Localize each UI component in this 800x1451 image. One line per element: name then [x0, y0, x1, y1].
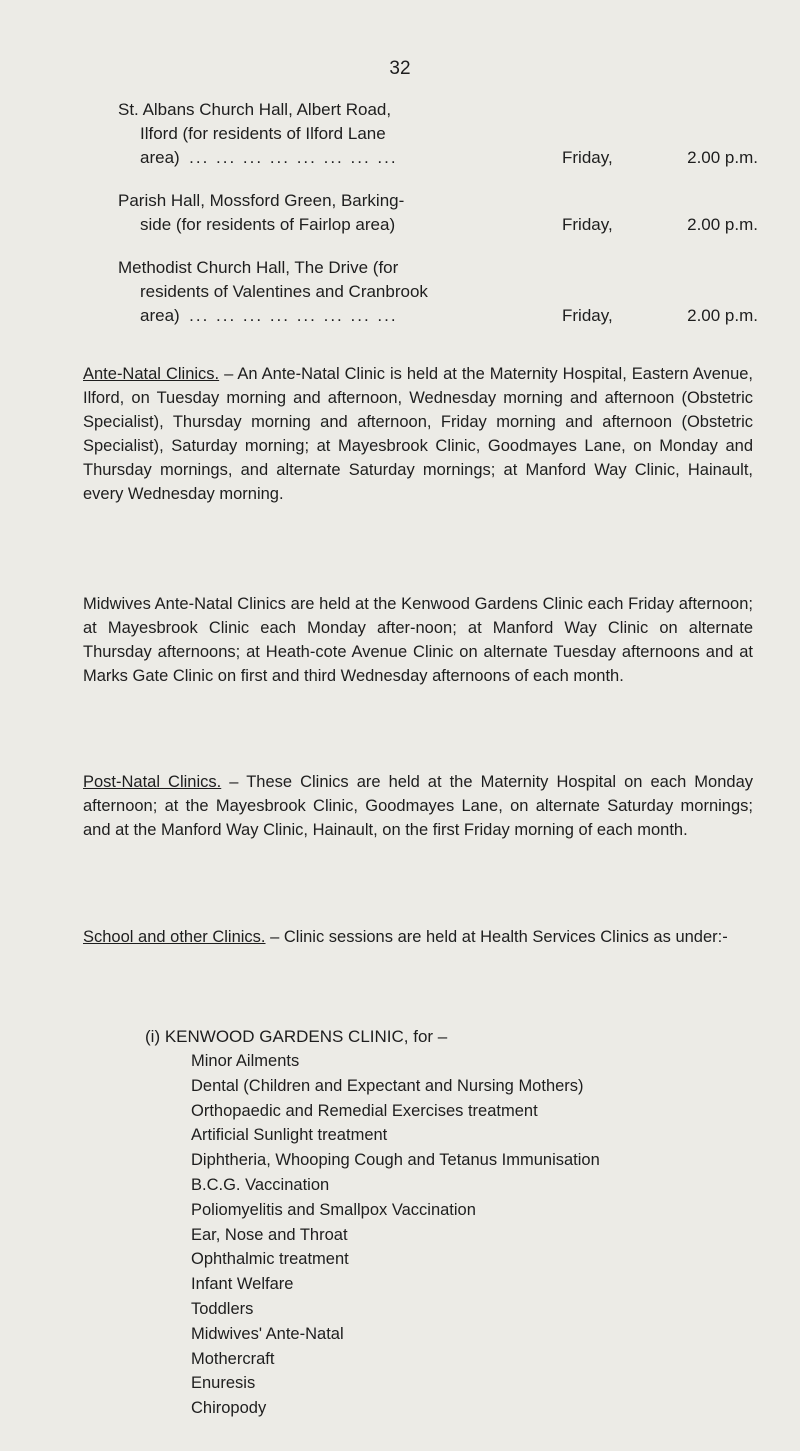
school-clinics-paragraph	[83, 925, 753, 949]
service-item: Midwives' Ante-Natal	[191, 1324, 344, 1343]
venue-line	[118, 146, 758, 170]
session-time: 2.00 p.m.	[687, 148, 758, 167]
ante-natal-heading: Ante-Natal Clinics.	[83, 365, 220, 383]
session-schedule	[118, 98, 758, 347]
midwives-text: Midwives Ante-Natal Clinics are held at the Kenwood Gardens Clinic each Friday afternoon; at Mayesbrook Clinic each Monday after-noon; at Manford Way Clinic on alternate Thursday afternoons; at Heath-cote Avenue Clinic on alternate Tuesday afternoons and at Marks Gate Clinic on first and third Wednesday afternoons of each month.	[83, 595, 753, 685]
service-item: Poliomyelitis and Smallpox Vaccination	[191, 1200, 476, 1219]
leader-dots: ... ... ... ... ... ... ... ...	[189, 148, 398, 167]
ante-natal-paragraph	[83, 362, 753, 506]
venue-line: residents of Valentines and Cranbrook	[140, 282, 428, 301]
service-item: B.C.G. Vaccination	[191, 1175, 330, 1194]
venue-line: St. Albans Church Hall, Albert Road,	[118, 100, 392, 119]
session-time: 2.00 p.m.	[687, 306, 758, 325]
kenwood-clinic-title: (i) KENWOOD GARDENS CLINIC, for –	[145, 1027, 448, 1046]
venue-line: Parish Hall, Mossford Green, Barking-	[118, 191, 405, 210]
ante-natal-text: – An Ante-Natal Clinic is held at the Maternity Hospital, Eastern Avenue, Ilford, on Tuesday morning and afternoon, Wednesday morning and afternoon (Obstetric Specialist), Thursday morning and afternoon, Friday morning and afternoon (Obstetric Specialist), Saturday morning; at Mayesbrook Clinic, Goodmayes Lane, on Monday and Thursday mornings, and alternate Saturday mornings; at Manford Way Clinic, Hainault, every Wednesday morning.	[83, 365, 754, 503]
page-number: 32	[389, 58, 411, 79]
venue-line-text: area)	[140, 148, 180, 167]
midwives-paragraph	[83, 592, 753, 688]
service-item: Ear, Nose and Throat	[191, 1225, 348, 1244]
session-day: Friday,	[562, 148, 613, 167]
school-clinics-heading: School and other Clinics.	[83, 928, 266, 946]
service-item: Minor Ailments	[191, 1052, 300, 1070]
session-day: Friday,	[562, 215, 613, 234]
schedule-entry-parish-hall	[118, 189, 758, 237]
service-list	[145, 1049, 765, 1421]
service-item: Infant Welfare	[191, 1275, 294, 1294]
venue-line: Ilford (for residents of Ilford Lane	[140, 124, 386, 143]
venue-line	[118, 304, 758, 328]
service-item: Diphtheria, Whooping Cough and Tetanus Immunisation	[191, 1151, 600, 1170]
venue-line: side (for residents of Fairlop area)	[140, 215, 396, 234]
post-natal-paragraph	[83, 770, 753, 842]
service-item: Toddlers	[191, 1299, 254, 1318]
service-item: Artificial Sunlight treatment	[191, 1126, 388, 1145]
service-item: Enuresis	[191, 1374, 256, 1393]
schedule-entry-methodist	[118, 256, 758, 328]
service-item: Ophthalmic treatment	[191, 1250, 349, 1269]
session-day: Friday,	[562, 306, 613, 325]
leader-dots: ... ... ... ... ... ... ... ...	[189, 306, 398, 325]
schedule-entry-st-albans	[118, 98, 758, 170]
service-item: Chiropody	[191, 1399, 267, 1418]
service-item: Dental (Children and Expectant and Nursing Mothers)	[191, 1076, 584, 1095]
post-natal-text: – These Clinics are held at the Maternity Hospital on each Monday afternoon; at the Mayesbrook Clinic, Goodmayes Lane, on alternate Saturday mornings; and at the Manford Way Clinic, Hainault, on the first Friday morning of each month.	[83, 773, 753, 839]
post-natal-heading: Post-Natal Clinics.	[83, 773, 222, 791]
service-item: Mothercraft	[191, 1349, 275, 1368]
venue-line-text: area)	[140, 306, 180, 325]
venue-line: Methodist Church Hall, The Drive (for	[118, 258, 399, 277]
service-item: Orthopaedic and Remedial Exercises treatment	[191, 1101, 538, 1120]
session-time: 2.00 p.m.	[687, 215, 758, 234]
kenwood-clinic-block	[145, 1025, 765, 1421]
school-clinics-text: – Clinic sessions are held at Health Services Clinics as under:-	[265, 928, 728, 946]
